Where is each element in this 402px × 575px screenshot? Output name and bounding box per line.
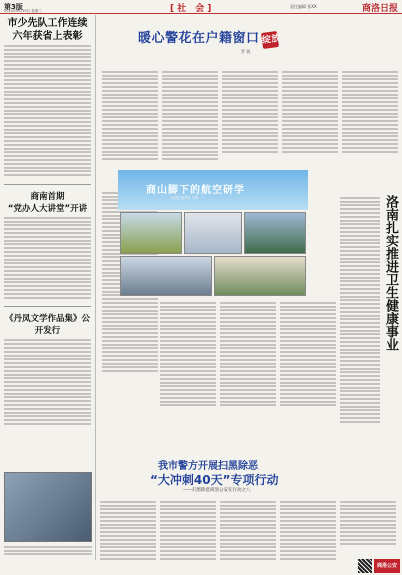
feature-banner — [118, 170, 308, 210]
main-headline-text: 暖心警花在户籍窗口 — [138, 31, 260, 46]
news-photo — [120, 212, 182, 254]
headline: 六年获省上表彰 — [12, 31, 83, 42]
left-story-1 — [0, 15, 95, 180]
feature-title: 商山脚下的航空研学 — [146, 185, 245, 196]
text-column — [100, 499, 156, 562]
seal-stamp: 绽放 — [260, 31, 278, 49]
news-photo — [214, 256, 306, 296]
text-column — [340, 195, 380, 425]
page-number: 第3版 — [4, 3, 23, 11]
text-column — [220, 300, 276, 408]
article-body — [4, 45, 91, 176]
text-column — [340, 499, 396, 546]
issue-date: 2015年8月19日 星期三 — [4, 9, 42, 13]
qr-code — [358, 559, 372, 573]
footer-logo: 商洛公安 — [374, 559, 400, 573]
text-column — [220, 499, 276, 562]
article-body — [4, 339, 91, 425]
main-headline — [138, 27, 282, 48]
text-column — [160, 300, 216, 408]
bottom-story — [98, 455, 398, 570]
masthead: 商洛日报 — [361, 4, 398, 14]
headline: 市少先队工作连续 — [7, 18, 88, 29]
feature-byline: 文/图 赵XX 刘X — [170, 195, 199, 200]
text-column — [162, 69, 218, 162]
byline: 罗 倩 — [241, 49, 251, 54]
photo-feature — [118, 170, 308, 298]
text-column — [222, 69, 278, 154]
news-photo — [184, 212, 242, 254]
headline: 商南首期 — [30, 191, 65, 202]
subheadline: ——扫黑除恶商洛公安在行动之八 — [183, 488, 251, 493]
page-header — [0, 0, 402, 14]
article-body — [4, 217, 91, 299]
feature-title: 洛南扎实推进卫生健康事业 — [383, 195, 398, 351]
news-photo — [120, 256, 212, 296]
masthead-info: 责任编辑 张XX — [290, 4, 317, 9]
text-column — [282, 69, 338, 154]
news-photo — [244, 212, 306, 254]
left-story-3 — [0, 311, 95, 428]
headline: “党办人大讲堂”开讲 — [7, 203, 88, 214]
text-column — [160, 499, 216, 562]
left-story-2 — [0, 189, 95, 303]
section-label: [社 会] — [170, 4, 215, 14]
divider — [4, 306, 91, 307]
divider — [4, 184, 91, 185]
text-column — [280, 499, 336, 562]
headline: 《丹凤文学作品集》公开发行 — [4, 314, 90, 337]
text-column — [280, 300, 336, 408]
right-feature — [340, 195, 400, 455]
text-column — [102, 69, 158, 162]
photo-caption — [4, 544, 92, 557]
text-column — [342, 69, 398, 154]
news-photo — [4, 472, 92, 542]
headline: 我市警方开展扫黑除恶 — [158, 461, 258, 472]
headline: “大冲刺40天”专项行动 — [150, 473, 279, 487]
